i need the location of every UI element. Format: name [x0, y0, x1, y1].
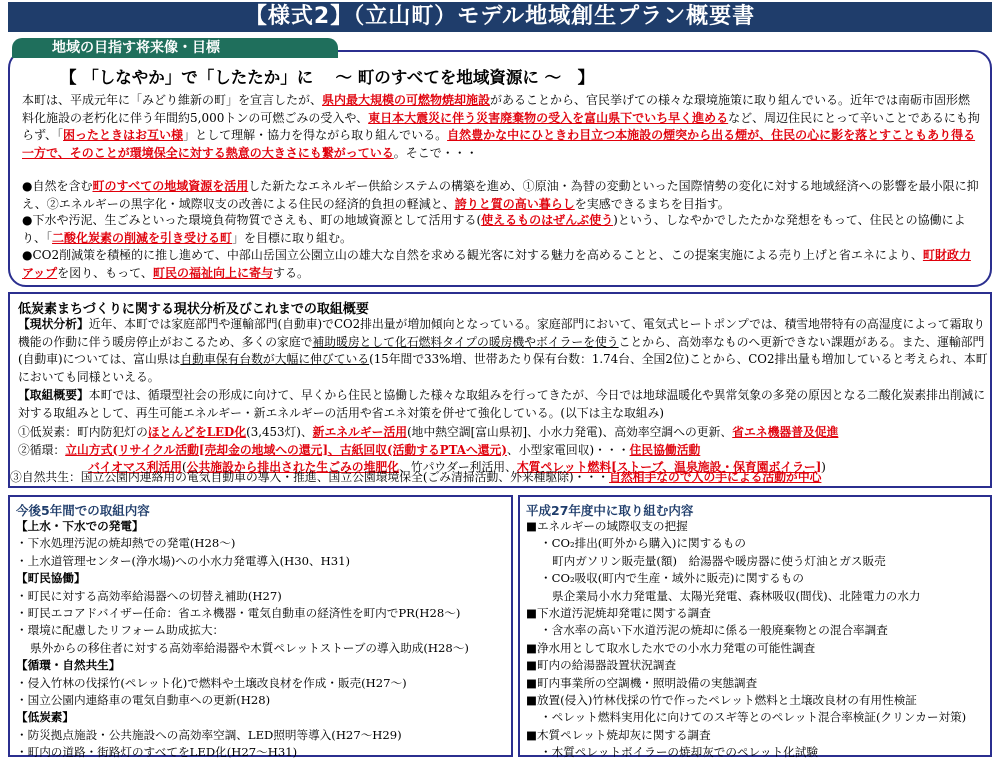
vision-paragraph-4	[22, 247, 982, 282]
body-text: (	[182, 460, 187, 474]
body-text: ③自然共生：国立公園内連絡用の電気自動車の導入・推進、国立公園環境保全(ごみ清掃活動、外来種駆除)・・・	[10, 470, 610, 484]
body-text: ①低炭素：町内防犯灯の	[18, 425, 148, 439]
list-item: ■木質ペレット焼却灰に関する調査	[526, 727, 711, 742]
body-text: ●下水や汚泥、生ごみといった環境負荷物質でさえも、町の地域資源として活用する(	[22, 213, 482, 227]
list-item: ・町民エコアドバイザー任命：省エネ機器・電気自動車の経済性を町内でPR(H28～)	[16, 606, 461, 621]
body-text: ②循環：	[18, 442, 66, 457]
low-carbon-line	[18, 424, 988, 442]
vision-tab: 地域の目指す将来像・目標	[12, 38, 338, 58]
highlight-text: 省エネ機器普及促進	[732, 425, 839, 439]
list-heading: 【低炭素】	[16, 710, 74, 725]
list-item: ・国立公園内連絡車の電気自動車への更新(H28)	[16, 693, 271, 708]
list-item: ■エネルギーの域際収支の把握	[526, 519, 688, 533]
body-text: を図り、もって、	[57, 265, 153, 280]
highlight-text: 新エネルギー活用	[312, 425, 408, 439]
list-item: ・防災拠点施設・公共施設への高効率空調、LED照明等導入(H27～H29)	[16, 727, 402, 742]
body-text: 」として理解・協力を得ながら取り組んでいる。	[183, 128, 448, 142]
highlight-text: 二酸化炭素の削減を引き受ける町	[52, 230, 233, 245]
list-heading: 【循環・自然共生】	[16, 658, 121, 673]
highlight-text: 公共施設から排出された生ごみの堆肥化	[186, 460, 399, 474]
highlight-text: 東日本大震災に伴う災害廃棄物の受入を富山県下でいち早く進める	[368, 110, 729, 125]
fy2015-list	[526, 518, 966, 762]
body-text: ことから、高効率なものへ更新できない課題がある。また、運輸部門(自動車)については、富山県は	[18, 334, 985, 367]
list-item: ・木質ペレットボイラーの焼却灰でのペレット化試験	[540, 745, 819, 760]
body-text: ●CO2削減策を積極的に推し進めて、中部山岳国立公園立山の雄大な自然を求める観光客に対する魅力を高めることと、この提案実施による売り上げと省エネにより、	[22, 248, 923, 262]
list-heading: 【上水・下水での発電】	[16, 519, 144, 533]
body-text: があることから、官民挙げての様々な環境施策に取り組んでいる。近年では南砺市固形燃料化施設の老朽化に伴う年間約5,000トンの可燃ごみの受入や、	[22, 93, 971, 125]
five-year-heading: 今後5年間での取組内容	[16, 503, 150, 518]
vision-paragraph-1	[22, 92, 982, 162]
list-item: ・町内の道路・街路灯のすべてをLED化(H27～H31)	[16, 745, 298, 760]
recycle-line-1	[18, 442, 988, 460]
list-item: 町内ガソリン販売量(額) 給湯器や暖房器に使う灯油とガス販売	[552, 553, 886, 568]
fy2015-section	[518, 495, 992, 760]
body-text: 」を目標に取り組む。	[232, 230, 353, 245]
highlight-text: 立山方式(リサイクル活動[売却金の地域への還元]、古紙回収(活動するPTAへ還元)	[65, 442, 507, 457]
list-item: ■下水道汚泥焼却発電に関する調査	[526, 606, 711, 621]
nature-line	[10, 469, 980, 487]
five-year-section	[8, 495, 513, 760]
initiatives-overview	[18, 387, 988, 422]
initiatives-text: 本町では、循環型社会の形成に向けて、早くから住民と協働した様々な取組みを行ってきたが、今日では地球温暖化や異常気象の多発の原因となる二酸化炭素排出削減に対する取組みとして、再生可能エネルギー・新エネルギーの活用や省エネ対策を併せて強化している。(以下は主な取組み)	[18, 388, 986, 420]
highlight-text: 町民の福祉向上に寄与	[152, 265, 273, 280]
body-text: など、周辺住民にとって辛いことであるにも拘らず、「	[22, 110, 980, 142]
current-analysis-text	[18, 317, 988, 384]
list-heading: 【町民協働】	[16, 571, 86, 586]
analysis-heading: 低炭素まちづくりに関する現状分析及びこれまでの取組概要	[18, 302, 369, 317]
list-item: ・侵入竹林の伐採竹(ペレット化)で燃料や土壌改良材を作成・販売(H27～)	[16, 675, 407, 690]
body-text: (地中熱空調[富山県初]、小水力発電)、高効率空調への更新、	[407, 425, 733, 439]
highlight-text: ほとんどをLED化	[147, 425, 247, 439]
list-item: ■浄水用として取水した水での小水力発電の可能性調査	[526, 640, 816, 655]
highlight-text: バイオマス利活用	[88, 460, 183, 474]
highlight-text: 町財政力アップ	[22, 248, 971, 280]
highlight-text: 使えるものはぜんぶ使う	[481, 213, 614, 227]
initiatives-label: 【取組概要】	[18, 388, 89, 402]
list-item: ・ペレット燃料実用化に向けてのスギ等とのペレット混合率検証(クリンカー対策)	[540, 710, 967, 725]
highlight-text: 町のすべての地域資源を活用	[92, 179, 249, 193]
current-analysis-label: 【現状分析】	[18, 317, 89, 331]
body-text: を実感できるまちを目指す。	[574, 196, 730, 211]
body-text: )という、しなやかでしたたかな発想をもって、住民との協働により、「	[22, 213, 966, 245]
body-text: 補助暖房として化石燃料タイプの暖房機やボイラーを使う	[312, 334, 619, 349]
body-text: 自動車保有台数が大幅に伸びている	[180, 352, 370, 367]
list-item: ・町民に対する高効率給湯器への切替え補助(H27)	[16, 588, 282, 603]
list-item: ・CO₂排出(町外から購入)に関するもの	[540, 536, 746, 551]
current-analysis	[18, 316, 988, 386]
body-text: ●自然を含む	[22, 179, 93, 193]
body-text: 、小型家電回収)・・・	[506, 442, 630, 457]
vision-slogan: 【 「しなやか」で「したたか」に ～ 町のすべてを地域資源に ～ 】	[60, 68, 595, 87]
page-title: 【様式2】（立山町）モデル地域創生プラン概要書	[8, 2, 992, 32]
analysis-section	[8, 292, 992, 488]
list-item: 県外からの移住者に対する高効率給湯器や木質ペレットストーブの導入助成(H28～)	[30, 640, 469, 655]
body-text: する。	[272, 265, 309, 280]
list-item: ・環境に配慮したリフォーム助成拡大：	[16, 623, 225, 638]
highlight-text: 木質ペレット燃料[ストーブ、温泉施設・保育園ボイラー]	[516, 460, 822, 474]
list-item: ・上水道管理センター(浄水場)への小水力発電導入(H30、H31)	[16, 553, 351, 568]
list-item: 県企業局小水力発電量、太陽光発電、森林吸収(間伐)、北陸電力の水力	[552, 588, 921, 603]
body-text: )	[821, 460, 826, 474]
highlight-text: 県内最大規模の可燃物焼却施設	[322, 93, 491, 107]
vision-paragraph-2	[22, 178, 982, 213]
body-text: した新たなエネルギー供給システムの構築を進め、①原油・為替の変動といった国際情勢の変化に対する地域経済への影響を最小限に抑え、②エネルギーの黒字化・域際収支の改善による住民の経済的負担の軽減と、	[22, 179, 979, 211]
highlight-text: 誇りと質の高い暮らし	[454, 196, 575, 211]
body-text: 。そこで・・・	[393, 145, 478, 160]
list-item: ・下水処理汚泥の焼却熱での発電(H28～)	[16, 536, 236, 551]
highlight-text: 住民協働活動	[629, 442, 701, 457]
body-text: 本町は、平成元年に「みどり維新の町」を宣言したが、	[22, 93, 323, 107]
list-item: ■放置(侵入)竹林伐採の竹で作ったペレット燃料と土壌改良材の有用性検証	[526, 693, 917, 708]
list-item: ・含水率の高い下水道汚泥の焼却に係る一般廃棄物との混合率調査	[540, 623, 888, 638]
list-item: ・CO₂吸収(町内で生産・域外に販売)に関するもの	[540, 571, 804, 586]
list-item: ■町内事業所の空調機・照明設備の実態調査	[526, 675, 758, 690]
body-text: (15年間で33%増、世帯あたり保有台数：1.74台、全国2位)ことから、CO2排出量も増加していると考えられ、本町においても同様といえる。	[18, 352, 988, 384]
highlight-text: 自然相手なので人の手による活動が中心	[609, 470, 822, 484]
body-text: 、竹パウダー利活用、	[399, 460, 517, 474]
list-item: ■町内の給湯器設置状況調査	[526, 658, 677, 673]
highlight-text: 困ったときはお互い様	[63, 128, 184, 142]
fy2015-heading: 平成27年度中に取り組む内容	[526, 503, 694, 518]
vision-paragraph-3	[22, 212, 982, 247]
body-text: 近年、本町では家庭部門や運輸部門(自動車)でCO2排出量が増加傾向となっている。家庭部門において、電気式ヒートポンプでは、積雪地帯特有の高湿度によって霜取り機能の作動に伴う暖房停止がおこるため、多くの家庭で	[18, 317, 986, 349]
five-year-list	[16, 518, 469, 762]
highlight-text: 自然豊かな中にひときわ目立つ本施設の煙突から出る煙が、住民の心に影を落とすこともあり得る一方で、そのことが環境保全に対する熱意の大きさにも繋がっている	[22, 128, 976, 160]
body-text: (3,453灯)、	[246, 425, 313, 439]
